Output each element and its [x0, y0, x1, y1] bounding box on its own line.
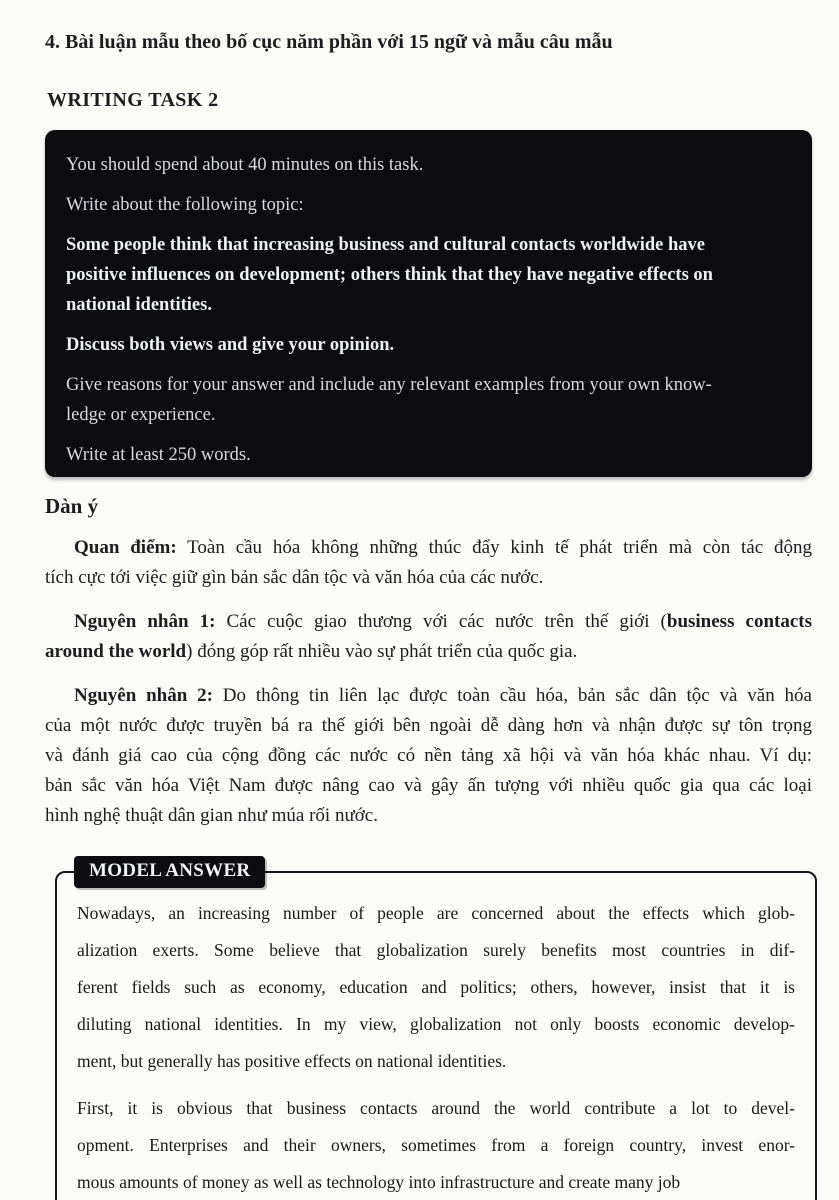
bold-text: around the world [45, 641, 187, 662]
text: diluting national identities. In my view, globalization not only boosts economic develop- [77, 1014, 795, 1034]
text: Give reasons for your answer and include any relevant examples from your own know- [66, 375, 712, 395]
text: Các cuộc giao thương với các nước trên thế giới ( [215, 611, 667, 632]
text: bản sắc văn hóa Việt Nam được nâng cao và gây ấn tượng với nhiều quốc gia qua các loại [45, 775, 812, 796]
text: mous amounts of money as well as technology into infrastructure and create many job [77, 1172, 681, 1192]
text-line [77, 1164, 795, 1200]
text-line [77, 1127, 795, 1164]
outline-title: Dàn ý [45, 494, 99, 518]
text: alization exerts. Some believe that globalization surely benefits most countries in dif- [77, 940, 795, 960]
text: ment, but generally has positive effects on national identities. [77, 1051, 507, 1071]
text-line [77, 1006, 795, 1043]
paragraph [66, 190, 791, 220]
text-line [45, 607, 812, 637]
text-line [66, 150, 791, 180]
text-line [45, 741, 812, 771]
paragraph [66, 330, 791, 360]
text-line [77, 1090, 795, 1127]
text: First, it is obvious that business contacts around the world contribute a lot to devel- [77, 1098, 795, 1118]
text-line [77, 969, 795, 1006]
text-line [77, 1043, 795, 1080]
text: ferent fields such as economy, education and politics; others, however, insist that it is [77, 977, 795, 997]
text-line [66, 230, 791, 260]
text-line [77, 895, 795, 932]
paragraph [66, 230, 791, 320]
text-line [66, 330, 791, 360]
task-prompt-box [45, 130, 812, 477]
bold-text: positive influences on development; others think that they have negative effects on [66, 265, 713, 285]
text: của một nước được truyền bá ra thế giới bên ngoài dễ dàng hơn và nhận được sự tôn trọng [45, 715, 812, 736]
text: You should spend about 40 minutes on this task. [66, 155, 424, 175]
paragraph [45, 607, 812, 667]
text-line [77, 932, 795, 969]
text-line [45, 711, 812, 741]
text: Write about the following topic: [66, 195, 304, 215]
text: Nowadays, an increasing number of people are concerned about the effects which glob- [77, 903, 795, 923]
text: Write at least 250 words. [66, 445, 251, 465]
text: tích cực tới việc giữ gìn bản sắc dân tộc và văn hóa của các nước. [45, 567, 544, 588]
bold-text: Discuss both views and give your opinion. [66, 335, 395, 355]
text: ) đóng góp rất nhiều vào sự phát triển của quốc gia. [186, 641, 578, 662]
text-line [45, 563, 812, 593]
paragraph [45, 681, 812, 831]
lesson-heading: 4. Bài luận mẫu theo bố cục năm phần với 15 ngữ và mẫu câu mẫu [45, 31, 613, 53]
paragraph [45, 533, 812, 593]
text-line [66, 190, 791, 220]
bold-text: national identities. [66, 295, 212, 315]
text-line [45, 681, 812, 711]
text-line [66, 370, 791, 400]
paragraph [66, 150, 791, 180]
writing-task-title: WRITING TASK 2 [47, 89, 219, 111]
bold-text: business contacts [666, 611, 813, 632]
text-line [66, 440, 791, 470]
paragraph [66, 370, 791, 430]
paragraph [66, 440, 791, 470]
text: hình nghệ thuật dân gian như múa rối nước. [45, 805, 378, 826]
bold-text: Nguyên nhân 1: [74, 611, 216, 632]
bold-text: Nguyên nhân 2: [74, 685, 213, 706]
model-answer-frame [55, 860, 817, 1200]
model-answer-label: MODEL ANSWER [74, 856, 265, 888]
text-line [45, 637, 812, 667]
bold-text: Quan điểm: [74, 537, 177, 558]
text-line [66, 400, 791, 430]
text-line [45, 771, 812, 801]
bold-text: Some people think that increasing business and cultural contacts worldwide have [66, 235, 705, 255]
text: ledge or experience. [66, 405, 216, 425]
text: Do thông tin liên lạc được toàn cầu hóa, bản sắc dân tộc và văn hóa [212, 685, 812, 706]
text-line [66, 260, 791, 290]
text: opment. Enterprises and their owners, sometimes from a foreign country, invest enor- [77, 1135, 795, 1155]
text-line [45, 533, 812, 563]
text: Toàn cầu hóa không những thúc đẩy kinh tế phát triển mà còn tác động [176, 537, 812, 558]
paragraph [77, 895, 795, 1080]
text: và đánh giá cao của cộng đồng các nước có nền tảng xã hội và văn hóa khác nhau. Ví dụ: [45, 745, 812, 766]
text-line [66, 290, 791, 320]
paragraph [77, 1090, 795, 1200]
model-answer-body [57, 873, 815, 1200]
outline-section [45, 533, 812, 845]
text-line [45, 801, 812, 831]
